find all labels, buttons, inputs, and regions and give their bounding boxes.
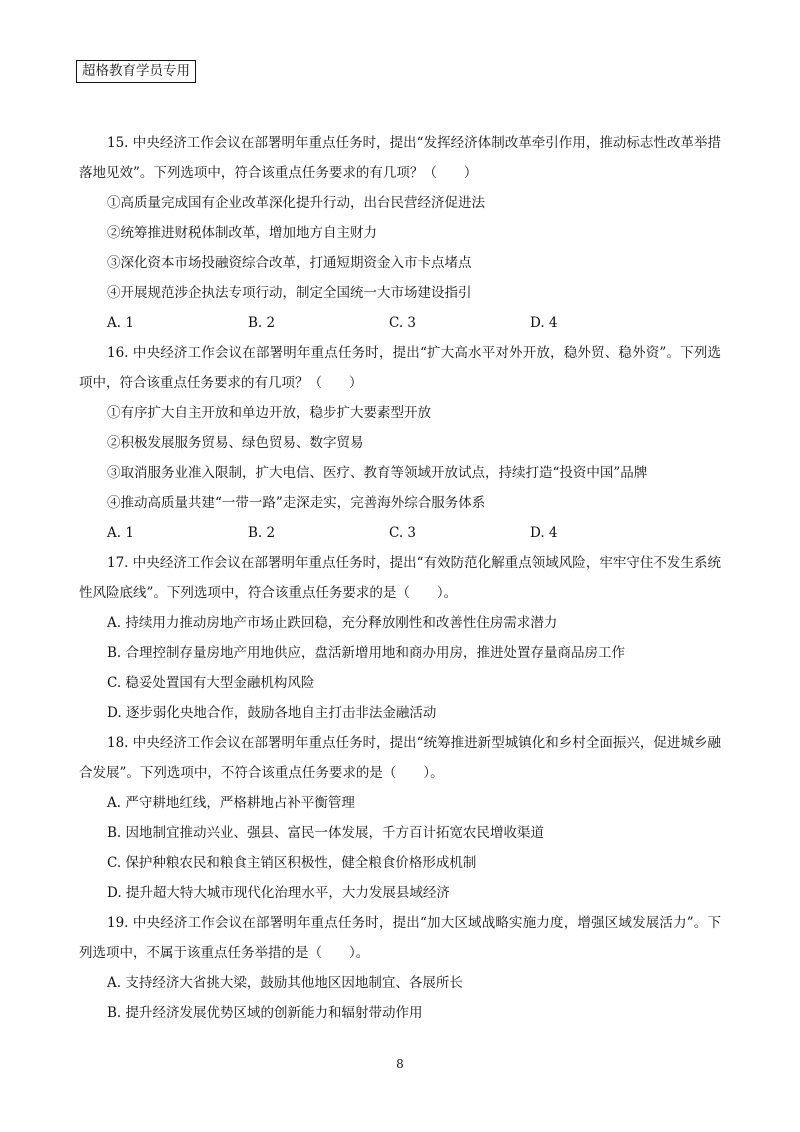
question-text: 19. 中央经济工作会议在部署明年重点任务时，提出“加大区域战略实施力度，增强区域发展活力”。下列选项中，不属于该重点任务举措的是（ ）。 — [79, 915, 721, 961]
choice-b: B. 2 — [248, 315, 276, 331]
student-only-stamp: 超格教育学员专用 — [76, 60, 196, 83]
question-19 — [79, 908, 721, 1028]
question-15 — [79, 128, 721, 338]
option-a: A. 支持经济大省挑大梁，鼓励其他地区因地制宜、各展所长 — [107, 975, 463, 991]
question-18 — [79, 728, 721, 908]
question-text: 18. 中央经济工作会议在部署明年重点任务时，提出“统筹推进新型城镇化和乡村全面振兴，促进城乡融合发展”。下列选项中，不符合该重点任务要求的是（ ）。 — [79, 735, 721, 781]
choice-c: C. 3 — [389, 315, 417, 331]
page-number: 8 — [396, 1057, 404, 1071]
question-text: 17. 中央经济工作会议在部署明年重点任务时，提出“有效防范化解重点领域风险，牢牢守住不发生系统性风险底线”。下列选项中，符合该重点任务要求的是（ ）。 — [79, 555, 721, 601]
answer-choices — [79, 308, 721, 338]
statement-item: ④开展规范涉企执法专项行动，制定全国统一大市场建设指引 — [107, 285, 472, 301]
question-text: 15. 中央经济工作会议在部署明年重点任务时，提出“发挥经济体制改革牵引作用，推动标志性改革举措落地见效”。下列选项中，符合该重点任务要求的有几项？（ ） — [79, 135, 721, 181]
option-b: B. 合理控制存量房地产用地供应，盘活新增用地和商办用房，推进处置存量商品房工作 — [107, 645, 626, 661]
option-d: D. 提升超大特大城市现代化治理水平，大力发展县域经济 — [107, 885, 450, 901]
statement-item: ①高质量完成国有企业改革深化提升行动，出台民营经济促进法 — [107, 195, 485, 211]
option-b: B. 因地制宜推动兴业、强县、富民一体发展，千方百计拓宽农民增收渠道 — [107, 825, 545, 841]
statement-item: ②积极发展服务贸易、绿色贸易、数字贸易 — [107, 435, 364, 451]
option-c: C. 保护种粮农民和粮食主销区积极性，健全粮食价格形成机制 — [107, 855, 477, 871]
statement-item: ①有序扩大自主开放和单边开放，稳步扩大要素型开放 — [107, 405, 431, 421]
choice-c: C. 3 — [389, 525, 417, 541]
option-d: D. 逐步弱化央地合作，鼓励各地自主打击非法金融活动 — [107, 705, 437, 721]
option-c: C. 稳妥处置国有大型金融机构风险 — [107, 675, 315, 691]
choice-a: A. 1 — [107, 525, 134, 541]
choice-b: B. 2 — [248, 525, 276, 541]
question-text: 16. 中央经济工作会议在部署明年重点任务时，提出“扩大高水平对外开放，稳外贸、稳外资”。下列选项中，符合该重点任务要求的有几项？（ ） — [79, 345, 721, 391]
question-17 — [79, 548, 721, 728]
option-a: A. 持续用力推动房地产市场止跌回稳，充分释放刚性和改善性住房需求潜力 — [107, 615, 558, 631]
statement-item: ③取消服务业准入限制，扩大电信、医疗、教育等领域开放试点，持续打造“投资中国”品牌 — [107, 465, 648, 481]
question-16 — [79, 338, 721, 548]
answer-choices — [79, 518, 721, 548]
option-b: B. 提升经济发展优势区域的创新能力和辐射带动作用 — [107, 1005, 423, 1021]
choice-a: A. 1 — [107, 315, 134, 331]
statement-item: ②统筹推进财税体制改革，增加地方自主财力 — [107, 225, 377, 241]
choice-d: D. 4 — [530, 525, 558, 541]
statement-item: ③深化资本市场投融资综合改革，打通短期资金入市卡点堵点 — [107, 255, 472, 271]
question-list — [79, 128, 721, 1028]
option-a: A. 严守耕地红线，严格耕地占补平衡管理 — [107, 795, 355, 811]
statement-item: ④推动高质量共建“一带一路”走深走实，完善海外综合服务体系 — [107, 495, 486, 511]
choice-d: D. 4 — [530, 315, 558, 331]
